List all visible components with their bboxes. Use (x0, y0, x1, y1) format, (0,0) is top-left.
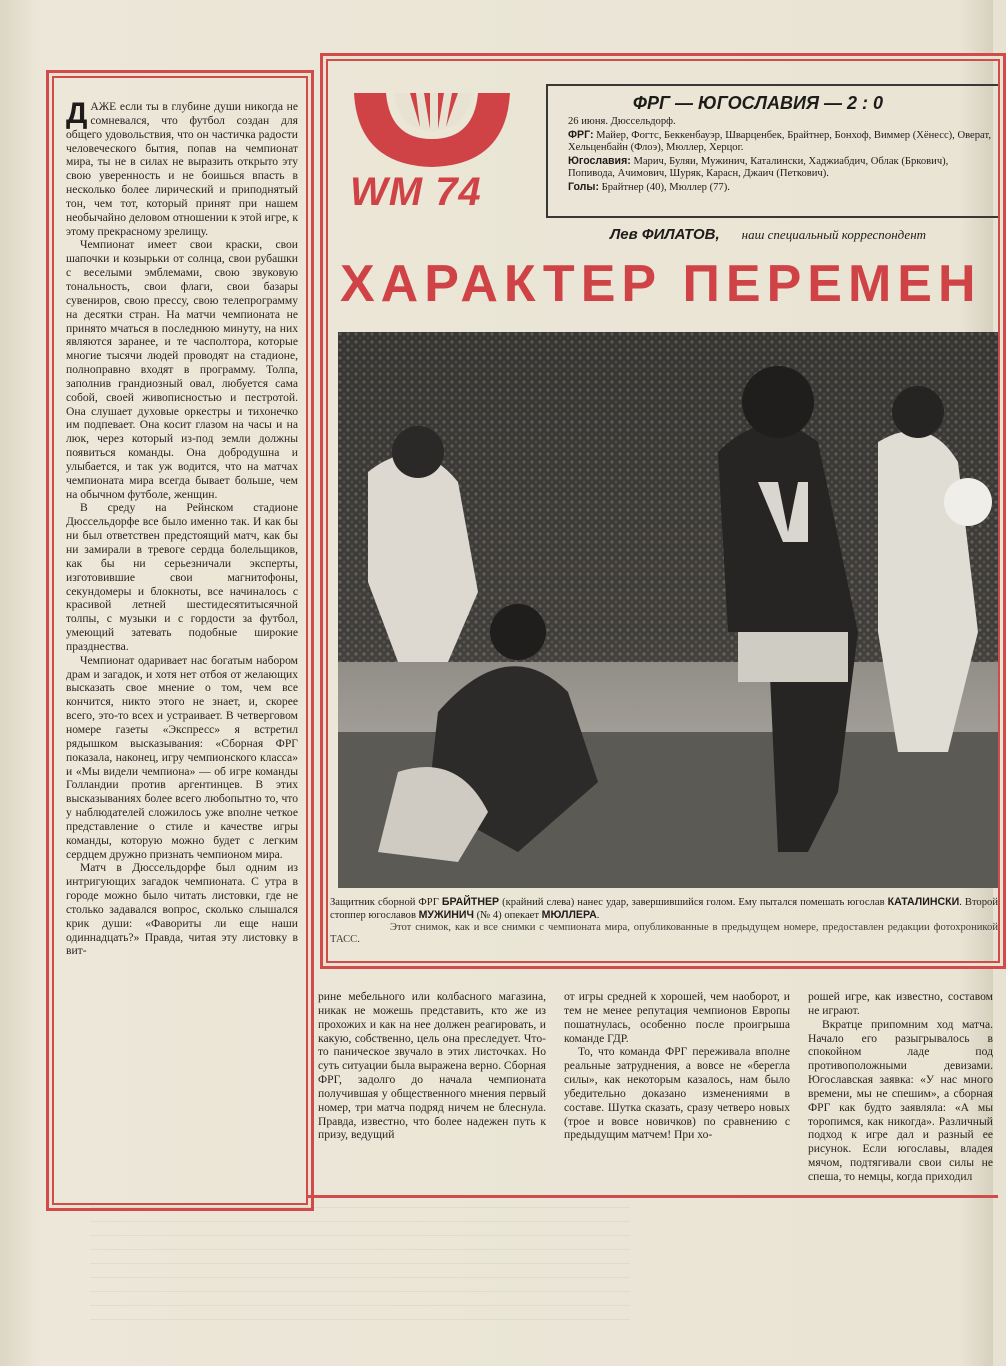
article-column-4 (808, 990, 993, 1190)
caption-text: Защитник сборной ФРГ (330, 897, 442, 908)
article-paragraph: Вкратце припомним ход матча. Начало его разыгрывалось в спокойном ладе под противоположными девизами. Югославская заявка: «У нас много времени, мы не спешим», а сборная ФРГ как будто заявляла: «А мы торопимся, как никогда». Различный подход к игре дал и разный ее рисунок. Если югославы, владея мячом, подтягивали свои силы не спеша, то немцы, когда приходил (808, 1017, 993, 1183)
caption-name: КАТАЛИНСКИ (887, 896, 960, 908)
author-name: Лев ФИЛАТОВ, (610, 226, 720, 243)
article-paragraph: Чемпионат имеет свои краски, свои шапочки и козырьки от солнца, свои рубашки с веселыми эмблемами, свою звуковую тональность, свои флаги, свои базары сувениров, свою прессу, свою телепрограмму на десятки стран. На матчи чемпионата не принято мчаться в последнюю минуту, на них являются заранее, и те часполтора, которые многие тысячи людей проводят на стадионе, полноправно входят в программу. Толпа, заполнив грандиозный овал, любуется сама собой, своей живописностью и пестротой. Она слушает духовые оркестры и тихонечко им подпевает. Она косит глазом на часы и на люк, через который из-под земли должны появиться команды. Она добродушна и улыбается, и так уж водится, что на матчах чемпионата мира всегда бывает больше, чем на обычном футболе, женщин. (66, 238, 298, 501)
article-paragraph: В среду на Рейнском стадионе Дюссельдорфе все было именно так. И как бы ни был ответствен предстоящий матч, как бы ни замирали в тревоге сердца болельщиков, как бы ни серьезничали эксперты, изготовившие свои магнитофоны, секундомеры и блокноты, все начиналось с красивой летней шестидесятитысячной толпы, с музыки и с гордости за футбол, умеющий затевать подобные широкие празднества. (66, 501, 298, 653)
goals: Брайтнер (40), Мюллер (77). (601, 181, 730, 193)
article-paragraph: То, что команда ФРГ переживала вполне реальные затруднения, а вовсе не «берегла силы», как некоторым казалось, нам было убедительно доказано изменениями в составе. Шутка сказать, сразу четверо новых (трое и вовсе новичков) по сравнению с предыдущим матчем! При хо- (564, 1045, 790, 1142)
match-date: 26 июня. Дюссельдорф. (568, 116, 676, 127)
caption-name: МЮЛЛЕРА (541, 909, 597, 921)
bottom-rule (308, 1195, 998, 1198)
match-photo (338, 332, 998, 888)
yug-lineup (548, 155, 998, 181)
goals-line (548, 181, 998, 195)
caption-name: МУЖИНИЧ (418, 909, 474, 921)
article-paragraph (66, 97, 298, 238)
article-paragraph: Чемпионат одаривает нас богатым набором драм и загадок, и хотя нет отбоя от желающих высказать свое мнение о том, чем все кончится, никто этого не знает, и, скорее всего, это-то всех и устраивает. В четверговом номере газеты «Экспресс» я встретил рядышком высказывания: «Сборная ФРГ показала, наконец, игру чемпионского класса» и «Мы видели чемпиона» — об игре команды Голландии против аргентинцев. В этих высказываниях более всего любопытно то, что у наблюдателей сложилось уже вполне четкое представление о стиле и качестве игры команды, которую можно будет с легким сердцем дружно признать чемпионом мира. (66, 653, 298, 861)
caption-text: . Второй стоппер югославов (330, 897, 998, 921)
article-column-1 (66, 97, 298, 1192)
yug-players: Марич, Буляи, Мужинич, Каталински, Хаджиабдич, Облак (Бркович), Попивода, Ачимович, Шуряк, Карасн, Джаич (Петкович). (568, 155, 949, 180)
frg-players: Майер, Фогтс, Беккенбауэр, Шварценбек, Брайтнер, Бонхоф, Виммер (Хёнесс), Оверат, Хельценбайн (Флоэ), Мюллер, Херцог. (568, 129, 991, 154)
yug-label: Югославия: (568, 154, 631, 167)
faded-print-area (90, 1200, 630, 1320)
caption-text: . (596, 910, 600, 921)
headline: ХАРАКТЕР ПЕРЕМЕН (340, 255, 982, 313)
author-role: наш специальный корреспондент (741, 227, 927, 242)
photo-caption (330, 896, 998, 946)
drop-cap: Д (66, 97, 88, 130)
match-title: ФРГ — ЮГОСЛАВИЯ — 2 : 0 (632, 93, 884, 113)
logo-text: WM 74 (350, 170, 482, 214)
caption-name: БРАЙТНЕР (441, 896, 500, 908)
article-paragraph: Матч в Дюссельдорфе был одним из интригующих загадок чемпионата. С утра в городе можно было читать листовки, где не столько задавался вопрос, сколько слышался крик души: «Фавориты ли еще наши одиннадцать?» Правда, читая эту листовку в вит- (66, 861, 298, 958)
article-column-2 (318, 990, 546, 1190)
match-summary-box (546, 84, 998, 218)
caption-note: Этот снимок, как и все снимки с чемпионата мира, опубликованные в предыдущем номере, предоставлен редакции фотохроникой ТАСС. (330, 922, 998, 945)
byline (610, 226, 926, 244)
article-paragraph: рошей игре, как известно, составом не играют. (808, 990, 993, 1017)
caption-text: (№ 4) опекает (473, 910, 542, 921)
article-column-3 (564, 990, 790, 1190)
article-paragraph: от игры средней к хорошей, чем наоборот, и тем не менее репутация чемпионов Европы пошатнулась, особенно после проигрыша команде ГДР. (564, 990, 790, 1045)
article-text: АЖЕ если ты в глубине души никогда не сомневался, что футбол создан для общего удовольствия, что он частичка радости человеческого бытия, попав на чемпионат мира, ты не в силах не выразить открыто эту свою уверенность и не боишься впасть в несколько более лирический и приподнятый тон, чем тот, который принят при нашем необычайно деловом отношении к этой игре, к этому прекрасному зрелищу. (66, 100, 298, 238)
frg-label: ФРГ: (568, 128, 594, 141)
caption-text: (крайний слева) нанес удар, завершившийся голом. Ему пытался помешать югослав (499, 897, 888, 908)
goals-label: Голы: (568, 180, 599, 193)
frg-lineup (548, 129, 998, 155)
article-paragraph: рине мебельного или колбасного магазина, никак не можешь представить, кто же из прохожих и как на нее должен реагировать, и какую, собственно, цель она преследует. Что-то паническое звучало в этих листочках. Но суть ситуации была выражена верно. Сборная ФРГ, задолго до начала чемпионата получившая у общественного мнения первый номер, три матча подряд ничем не блеснула. Правда, известно, что более надежен путь к призу, ведущий (318, 990, 546, 1142)
